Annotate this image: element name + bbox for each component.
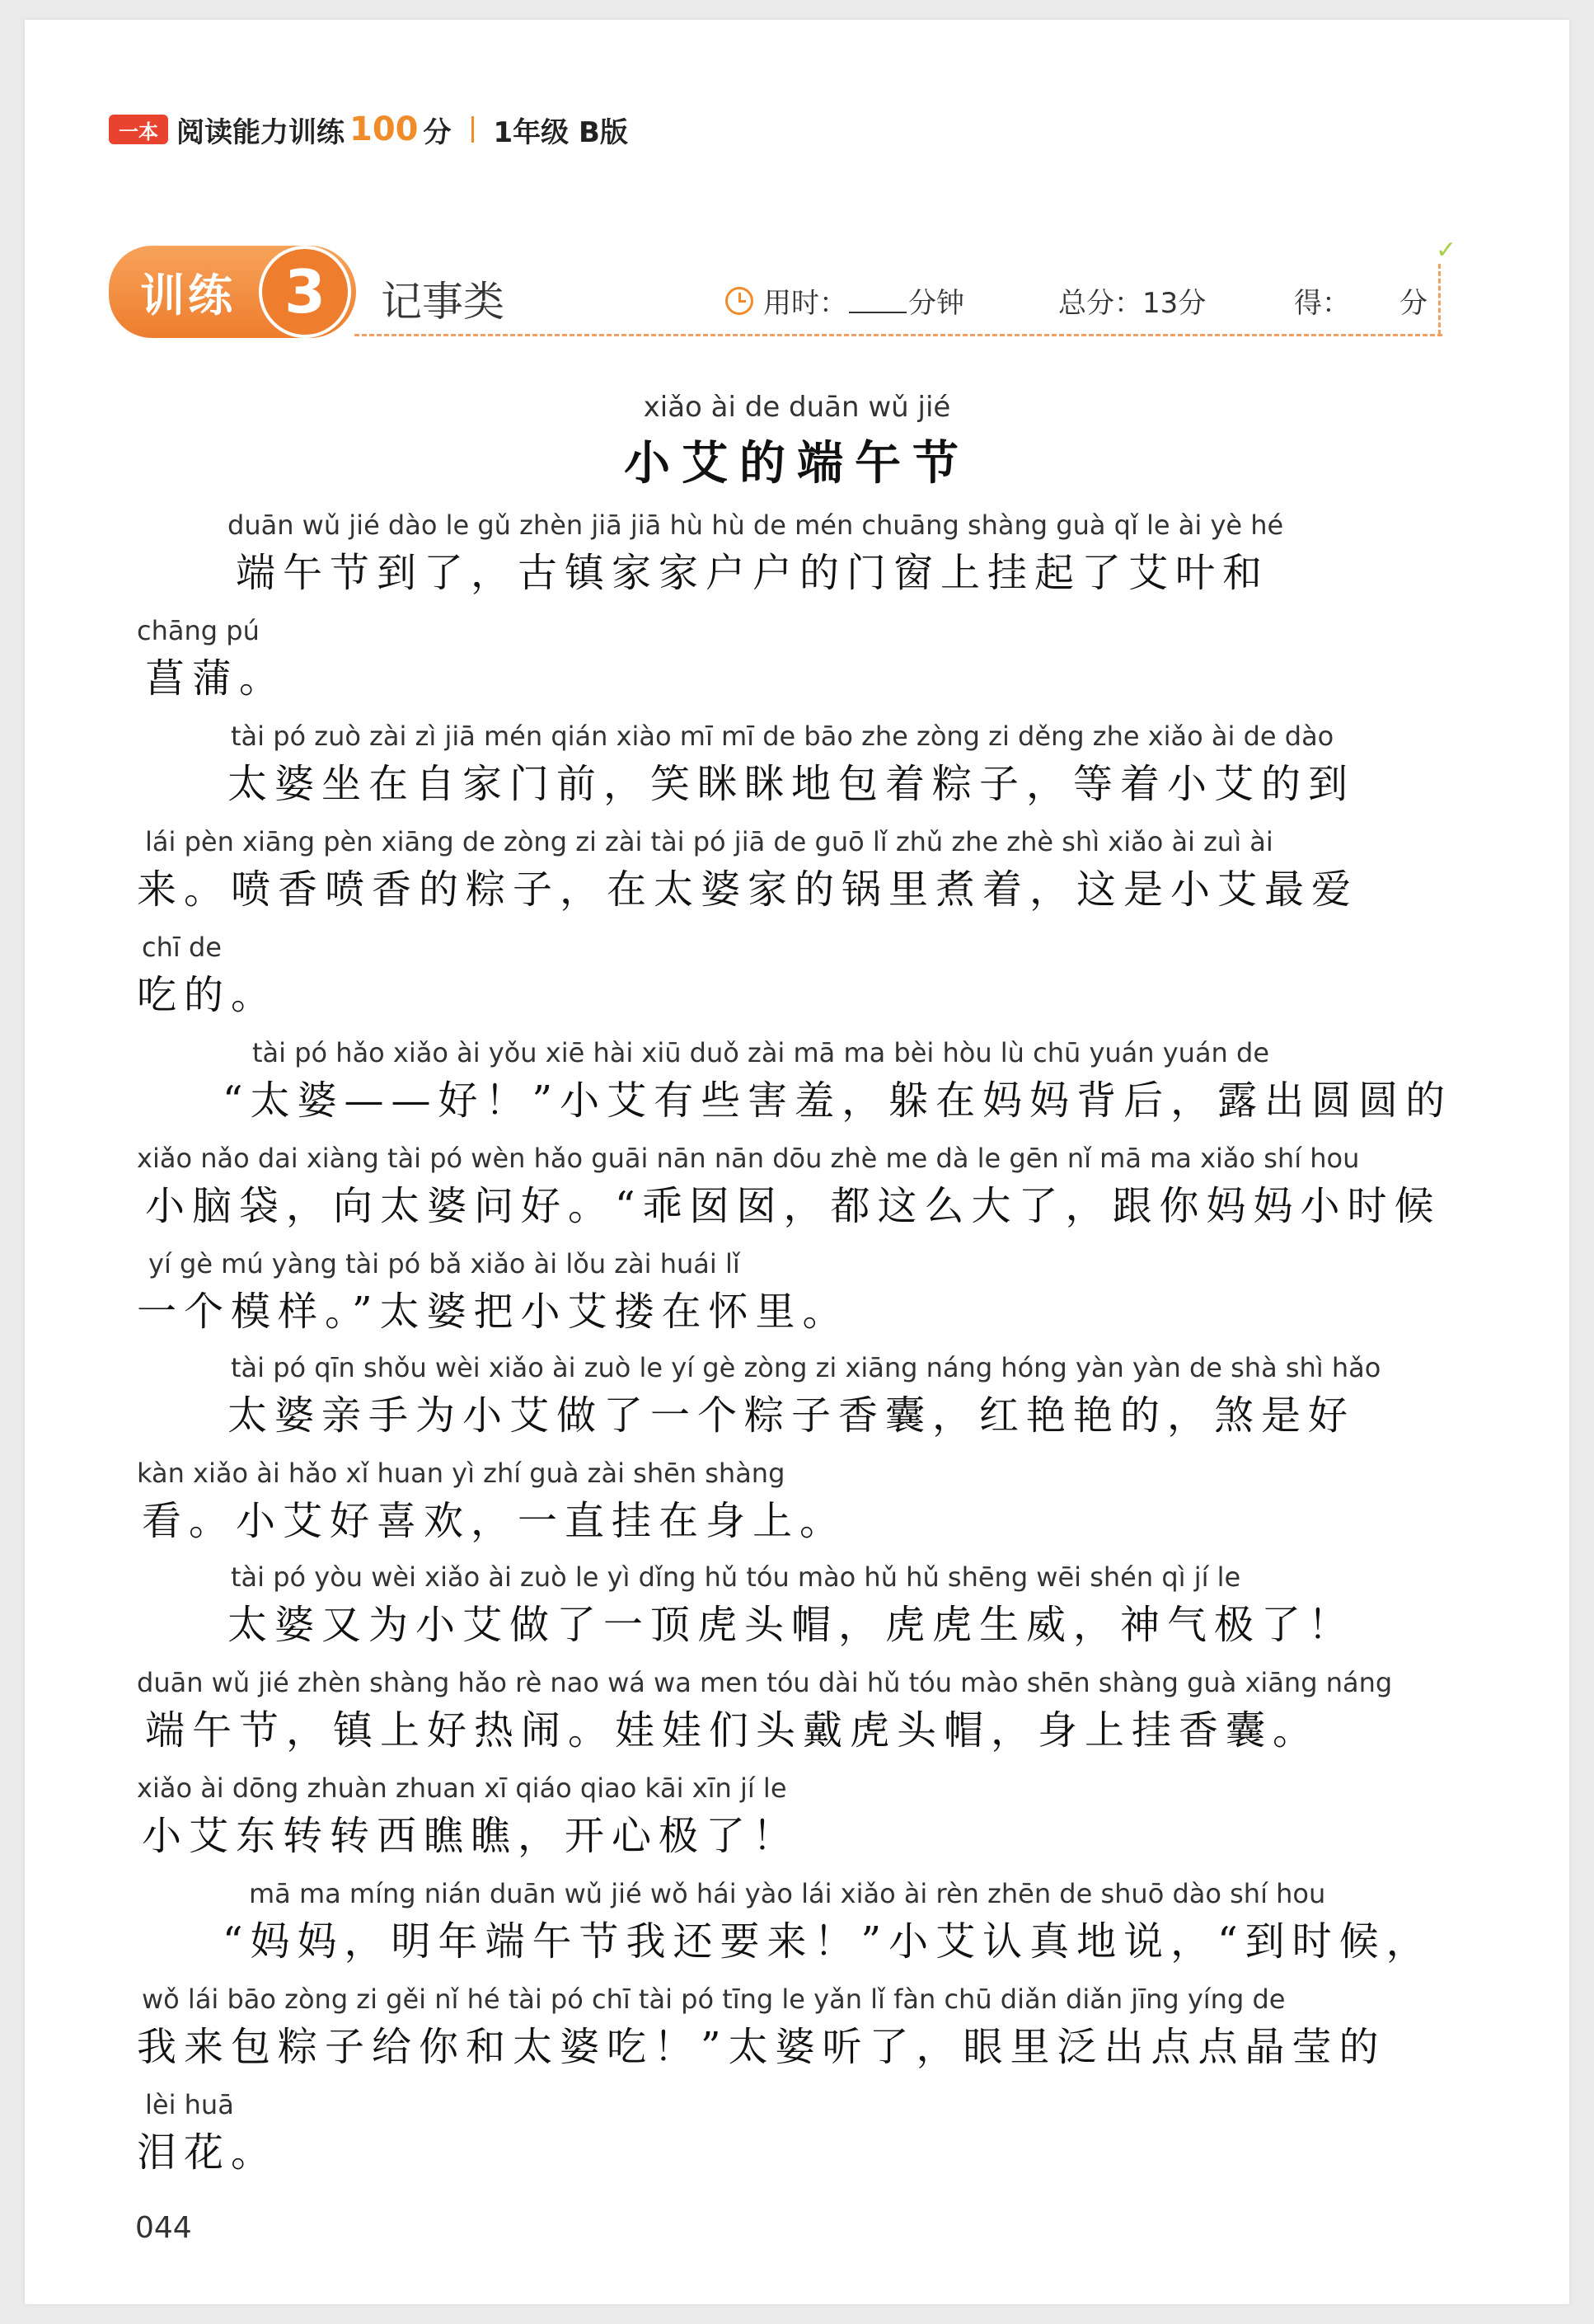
time-unit: 分钟 — [908, 287, 964, 320]
line-pinyin: yí gè mú yàng tài pó bǎ xiǎo ài lǒu zài huái lǐ — [148, 1248, 740, 1279]
line-text: 小脑袋，向太婆问好。“乖囡囡，都这么大了，跟你妈妈小时候 — [145, 1183, 1442, 1229]
line-text: 菖蒲。 — [145, 655, 287, 702]
line-text: 端午节到了，古镇家家户户的门窗上挂起了艾叶和 — [236, 550, 1270, 596]
total-score — [1058, 280, 1206, 321]
brand-logo: 一本 — [109, 115, 168, 144]
training-label: 训练 — [140, 269, 236, 322]
book-score-unit: 分 — [423, 115, 452, 149]
time-blank[interactable] — [849, 289, 907, 313]
book-title: 阅读能力训练 — [176, 115, 345, 149]
line-pinyin: duān wǔ jié dào le gǔ zhèn jiā jiā hù hù de mén chuāng shàng guà qǐ le ài yè hé — [227, 509, 1284, 541]
line-pinyin: tài pó qīn shǒu wèi xiǎo ài zuò le yí gè zòng zi xiāng náng hóng yàn yàn de shà shì hǎo — [231, 1352, 1381, 1383]
got-label: 得： — [1294, 287, 1350, 320]
line-text: 吃的。 — [137, 972, 279, 1018]
leaf-icon: ✓ — [1436, 236, 1457, 265]
line-pinyin: chāng pú — [137, 615, 260, 646]
book-header — [109, 109, 628, 150]
story-title: 小艾的端午节 — [624, 436, 970, 491]
line-pinyin: tài pó zuò zài zì jiā mén qián xiào mī mī de bāo zhe zòng zi děng zhe xiǎo ài de dào — [231, 721, 1334, 752]
dashed-divider-end — [1438, 264, 1441, 335]
line-text: 我来包粽子给你和太婆吃！”太婆听了，眼里泛出点点晶莹的 — [137, 2024, 1386, 2070]
line-text: 小艾东转转西瞧瞧，开心极了！ — [142, 1813, 800, 1859]
line-pinyin: tài pó yòu wèi xiǎo ài zuò le yì dǐng hǔ tóu mào hǔ hǔ shēng wēi shén qì jí le — [231, 1561, 1241, 1593]
total-score-text: 总分：13分 — [1058, 287, 1207, 320]
story-title-pinyin: xiǎo ài de duān wǔ jié — [643, 391, 951, 424]
book-score: 100 — [349, 110, 419, 148]
line-text: 端午节，镇上好热闹。娃娃们头戴虎头帽，身上挂香囊。 — [145, 1707, 1320, 1754]
line-pinyin: duān wǔ jié zhèn shàng hǎo rè nao wá wa men tóu dài hǔ tóu mào shēn shàng guà xiāng náng — [137, 1667, 1393, 1698]
header-divider — [471, 116, 474, 143]
training-badge — [109, 246, 356, 338]
line-pinyin: mā ma míng nián duān wǔ jié wǒ hái yào lái xiǎo ài rèn zhēn de shuō dào shí hou — [249, 1878, 1326, 1909]
line-text: 太婆又为小艾做了一顶虎头帽，虎虎生威，神气极了！ — [227, 1602, 1356, 1648]
line-text: “妈妈，明年端午节我还要来！”小艾认真地说，“到时候， — [223, 1918, 1433, 1965]
clock-icon — [725, 287, 753, 315]
line-text: 泪花。 — [137, 2129, 279, 2176]
line-pinyin: xiǎo nǎo dai xiàng tài pó wèn hǎo guāi nān nān dōu zhè me dà le gēn nǐ mā ma xiǎo shí hou — [137, 1143, 1360, 1174]
line-text: 太婆坐在自家门前，笑眯眯地包着粽子，等着小艾的到 — [227, 761, 1356, 807]
line-pinyin: lèi huā — [145, 2089, 234, 2120]
line-text: 看。小艾好喜欢，一直挂在身上。 — [142, 1498, 847, 1544]
grade-label: 1年级 B版 — [493, 115, 628, 149]
line-text: 一个模样。”太婆把小艾搂在怀里。 — [137, 1289, 850, 1335]
dashed-divider — [354, 334, 1442, 336]
training-number: 3 — [259, 246, 351, 338]
page-number: 044 — [135, 2211, 192, 2245]
line-pinyin: wǒ lái bāo zòng zi gěi nǐ hé tài pó chī tài pó tīng le yǎn lǐ fàn chū diǎn diǎn jīng yíng de — [142, 1984, 1286, 2015]
time-field — [725, 280, 964, 321]
line-pinyin: tài pó hǎo xiǎo ài yǒu xiē hài xiū duǒ zài mā ma bèi hòu lù chū yuán yuán de — [252, 1037, 1269, 1068]
line-text: 太婆亲手为小艾做了一个粽子香囊，红艳艳的，煞是好 — [227, 1392, 1356, 1439]
line-pinyin: kàn xiǎo ài hǎo xǐ huan yì zhí guà zài shēn shàng — [137, 1458, 785, 1489]
line-pinyin: chī de — [142, 932, 222, 963]
line-text: “太婆——好！”小艾有些害羞，躲在妈妈背后，露出圆圆的 — [223, 1077, 1453, 1124]
got-unit: 分 — [1399, 287, 1428, 320]
line-pinyin: lái pèn xiāng pèn xiāng de zòng zi zài tài pó jiā de guō lǐ zhǔ zhe zhè shì xiǎo ài zuì ài — [145, 826, 1273, 857]
time-label: 用时： — [763, 287, 847, 320]
got-score — [1294, 280, 1428, 321]
line-pinyin: xiǎo ài dōng zhuàn zhuan xī qiáo qiao kāi xīn jí le — [137, 1772, 787, 1804]
training-category: 记事类 — [381, 278, 504, 326]
line-text: 来。喷香喷香的粽子，在太婆家的锅里煮着，这是小艾最爱 — [137, 866, 1359, 913]
